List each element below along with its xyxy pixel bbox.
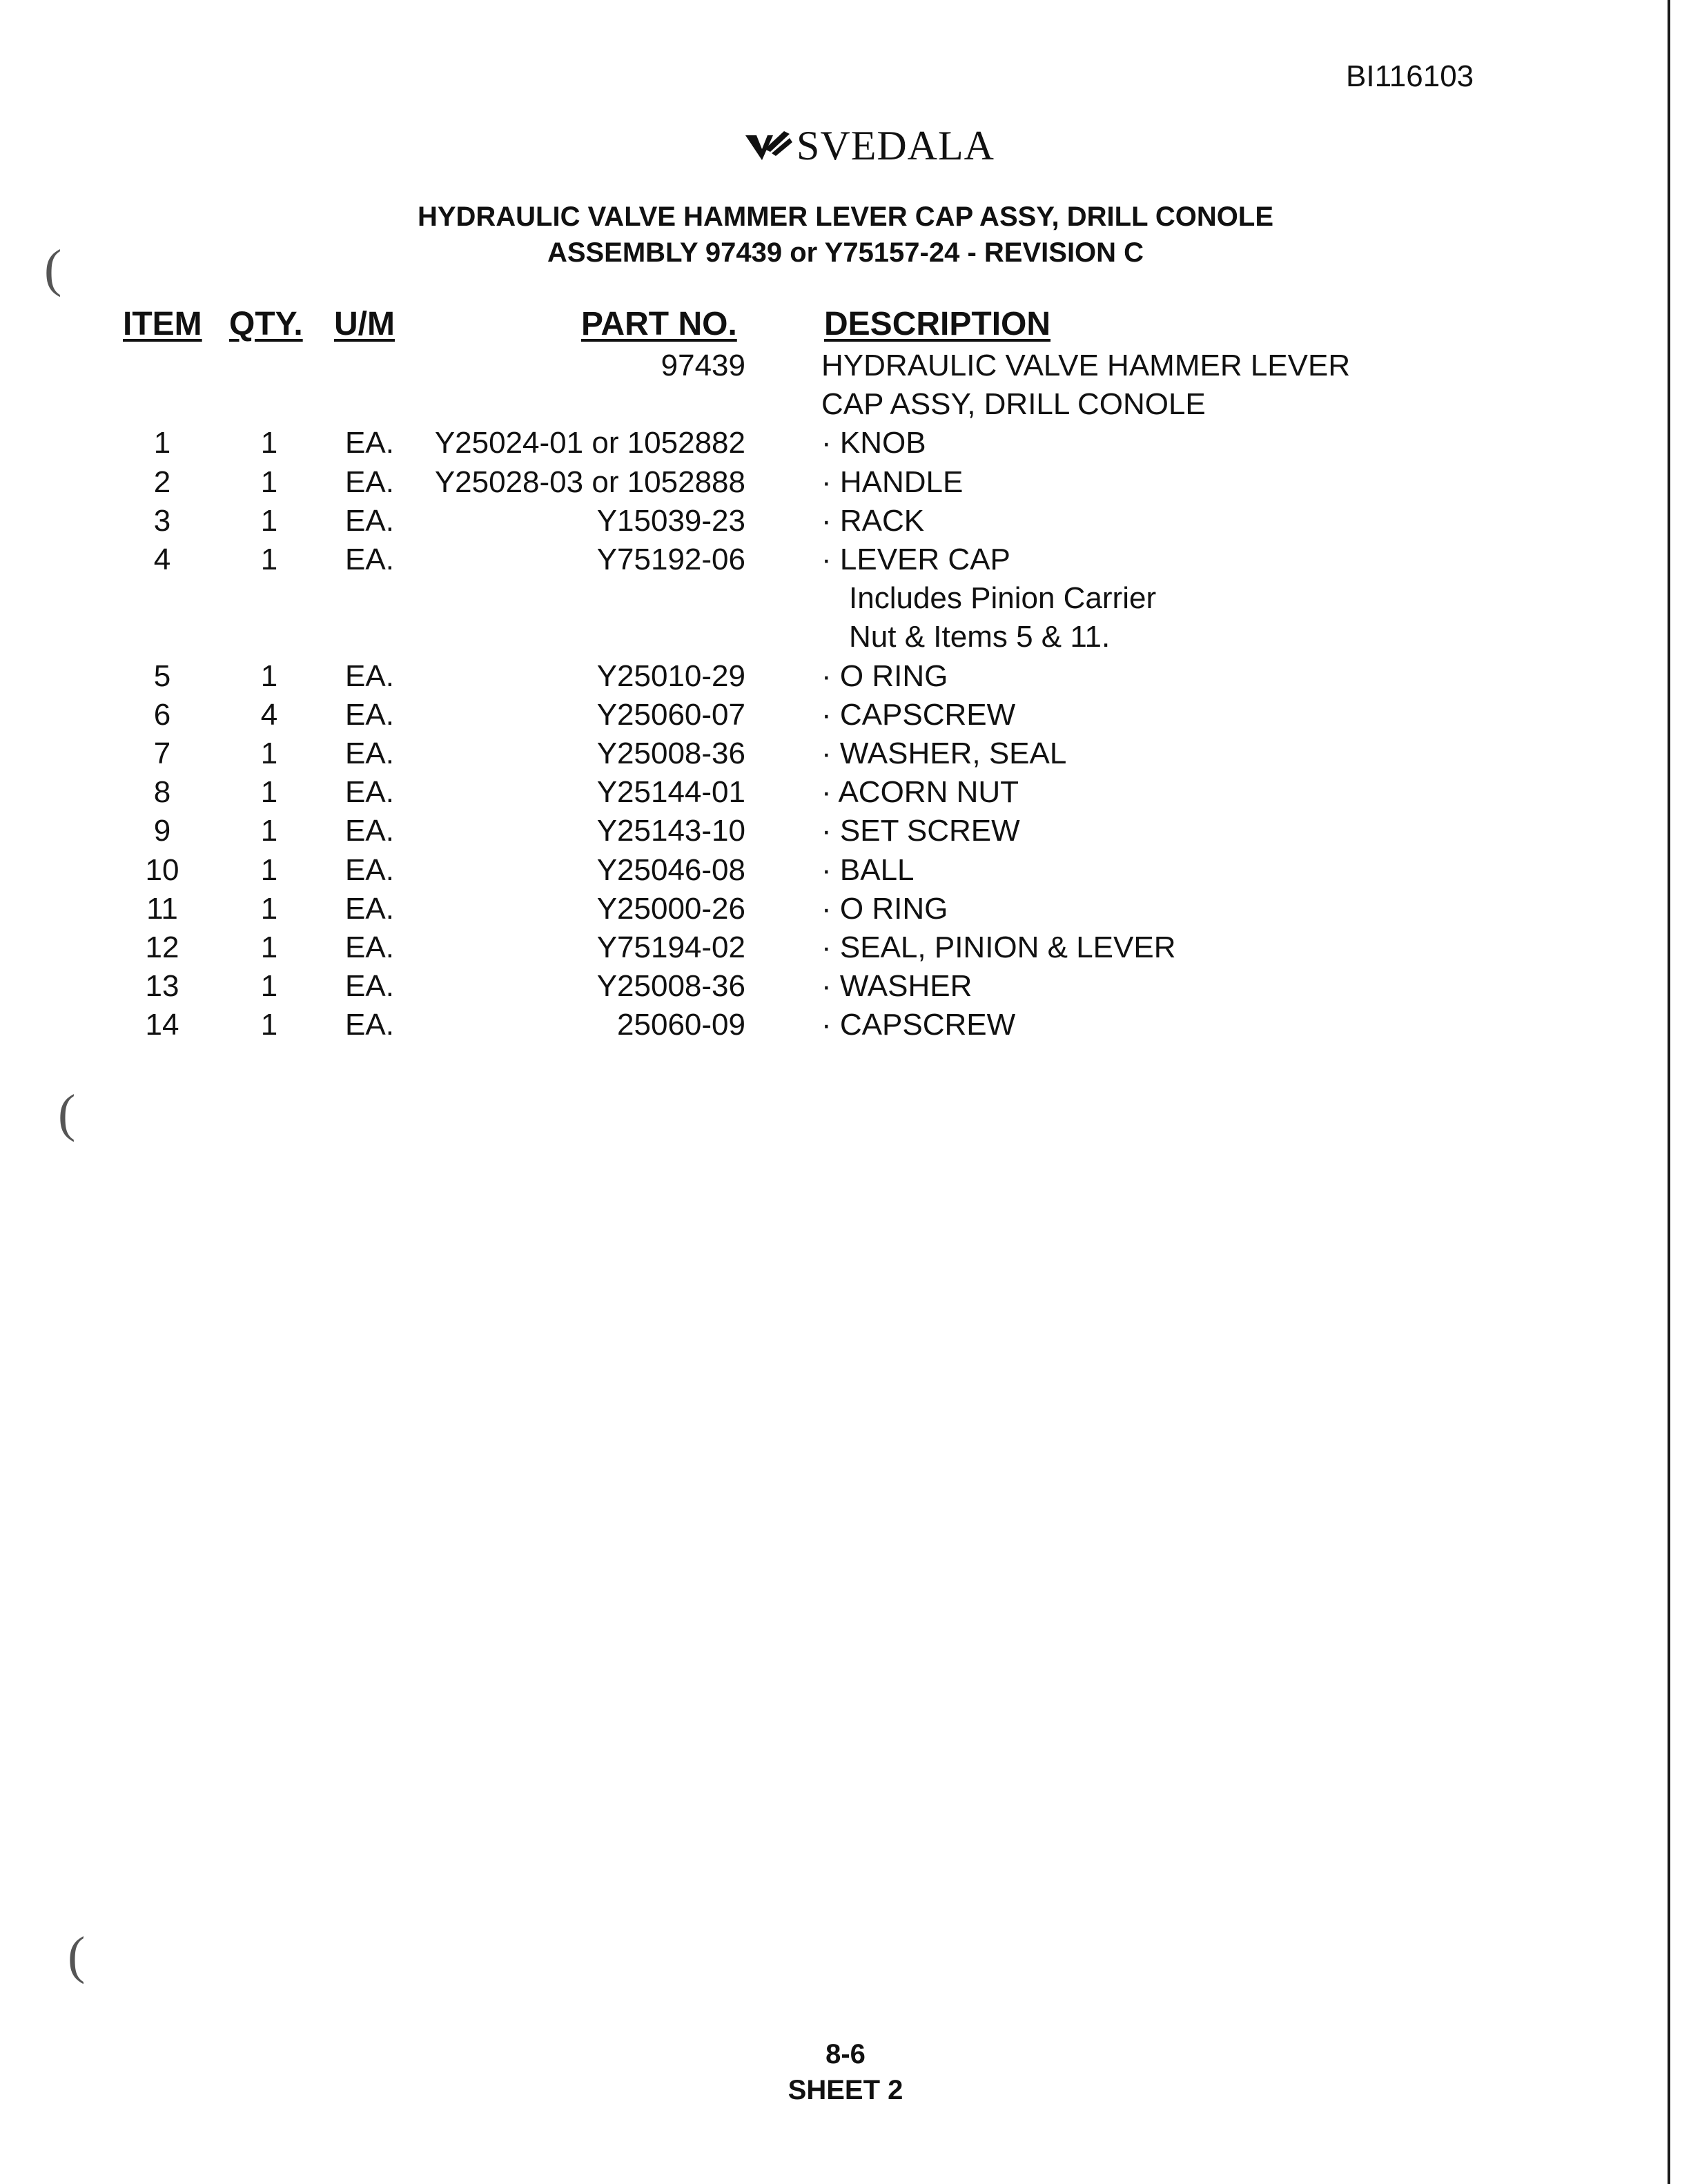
item-number: 7 — [153, 737, 171, 770]
header-item: ITEM — [123, 306, 202, 342]
unit-of-measure: EA. — [345, 659, 394, 693]
unit-of-measure: EA. — [345, 737, 394, 770]
item-number: 8 — [153, 775, 171, 810]
item-number: 9 — [153, 814, 171, 848]
description-line: HYDRAULIC VALVE HAMMER LEVER — [821, 349, 1351, 382]
part-number: Y25000-26 — [596, 891, 745, 926]
unit-of-measure: EA. — [345, 426, 394, 460]
quantity: 1 — [260, 503, 278, 538]
punch-hole-mark: ( — [58, 1084, 76, 1142]
unit-of-measure: EA. — [345, 814, 394, 848]
item-number: 2 — [153, 465, 171, 499]
svedala-logo — [744, 123, 995, 168]
part-number: Y25060-07 — [596, 697, 745, 732]
description-line: · ACORN NUT — [821, 775, 1019, 810]
quantity: 1 — [260, 465, 278, 499]
quantity: 1 — [260, 775, 278, 810]
unit-of-measure: EA. — [345, 969, 394, 1004]
quantity: 1 — [260, 930, 278, 964]
page-number: 8-6 — [825, 2039, 866, 2069]
quantity: 1 — [260, 1008, 278, 1042]
description-line: · CAPSCREW — [821, 1008, 1016, 1042]
page-edge — [1668, 0, 1670, 2184]
unit-of-measure: EA. — [345, 775, 394, 810]
part-number: Y15039-23 — [596, 503, 745, 538]
unit-of-measure: EA. — [345, 543, 394, 576]
item-number: 1 — [153, 426, 171, 460]
description-line: Includes Pinion Carrier — [849, 581, 1157, 616]
unit-of-measure: EA. — [345, 1008, 394, 1042]
item-number: 5 — [153, 659, 171, 693]
brand-name: SVEDALA — [796, 122, 995, 168]
quantity: 1 — [260, 852, 278, 887]
item-number: 6 — [153, 697, 171, 732]
part-number: 25060-09 — [617, 1008, 745, 1042]
part-number: Y25024-01 or 1052882 — [434, 426, 745, 460]
quantity: 1 — [260, 969, 278, 1004]
punch-hole-mark: ( — [44, 240, 62, 298]
part-number: Y25046-08 — [596, 852, 745, 887]
item-number: 4 — [153, 543, 171, 576]
description-line: · SET SCREW — [821, 814, 1020, 848]
description-line: CAP ASSY, DRILL CONOLE — [821, 387, 1206, 422]
quantity: 1 — [260, 814, 278, 848]
description-line: · SEAL, PINION & LEVER — [821, 930, 1176, 964]
unit-of-measure: EA. — [345, 465, 394, 499]
item-number: 12 — [145, 930, 179, 964]
item-number: 13 — [145, 969, 179, 1004]
unit-of-measure: EA. — [345, 697, 394, 732]
item-number: 10 — [145, 852, 179, 887]
quantity: 1 — [260, 659, 278, 693]
unit-of-measure: EA. — [345, 852, 394, 887]
quantity: 1 — [260, 737, 278, 770]
description-line: · O RING — [821, 891, 948, 926]
svedala-logo-icon — [744, 128, 794, 163]
header-part-no: PART NO. — [581, 306, 737, 342]
part-number: Y25028-03 or 1052888 — [434, 465, 745, 499]
quantity: 1 — [260, 543, 278, 576]
part-number: Y75192-06 — [596, 543, 745, 576]
part-number: Y25143-10 — [596, 814, 745, 848]
description-line: · BALL — [821, 852, 915, 887]
part-number: Y25010-29 — [596, 659, 745, 693]
quantity: 1 — [260, 891, 278, 926]
description-line: · LEVER CAP — [821, 543, 1010, 576]
title-line-1: HYDRAULIC VALVE HAMMER LEVER CAP ASSY, DRILL CONOLE — [417, 202, 1274, 232]
document-id: BI116103 — [1346, 59, 1474, 93]
part-number: 97439 — [661, 349, 745, 382]
unit-of-measure: EA. — [345, 503, 394, 538]
header-qty: QTY. — [229, 306, 303, 342]
item-number: 14 — [145, 1008, 179, 1042]
item-number: 11 — [146, 891, 178, 926]
description-line: · CAPSCREW — [821, 697, 1016, 732]
sheet-label: SHEET 2 — [788, 2075, 903, 2105]
unit-of-measure: EA. — [345, 930, 394, 964]
description-line: · KNOB — [821, 426, 926, 460]
header-um: U/M — [334, 306, 395, 342]
description-line: · RACK — [821, 503, 925, 538]
description-line: · WASHER — [821, 969, 972, 1004]
part-number: Y25008-36 — [596, 737, 745, 770]
description-line: · O RING — [821, 659, 948, 693]
title-line-2: ASSEMBLY 97439 or Y75157-24 - REVISION C — [547, 237, 1144, 268]
unit-of-measure: EA. — [345, 891, 394, 926]
quantity: 4 — [260, 697, 278, 732]
header-description: DESCRIPTION — [824, 306, 1051, 342]
description-line: · HANDLE — [821, 465, 964, 499]
punch-hole-mark: ( — [68, 1927, 86, 1985]
part-number: Y75194-02 — [596, 930, 745, 964]
description-line: Nut & Items 5 & 11. — [849, 620, 1111, 654]
part-number: Y25008-36 — [596, 969, 745, 1004]
quantity: 1 — [260, 426, 278, 460]
part-number: Y25144-01 — [596, 775, 745, 810]
description-line: · WASHER, SEAL — [821, 737, 1067, 770]
item-number: 3 — [153, 503, 171, 538]
